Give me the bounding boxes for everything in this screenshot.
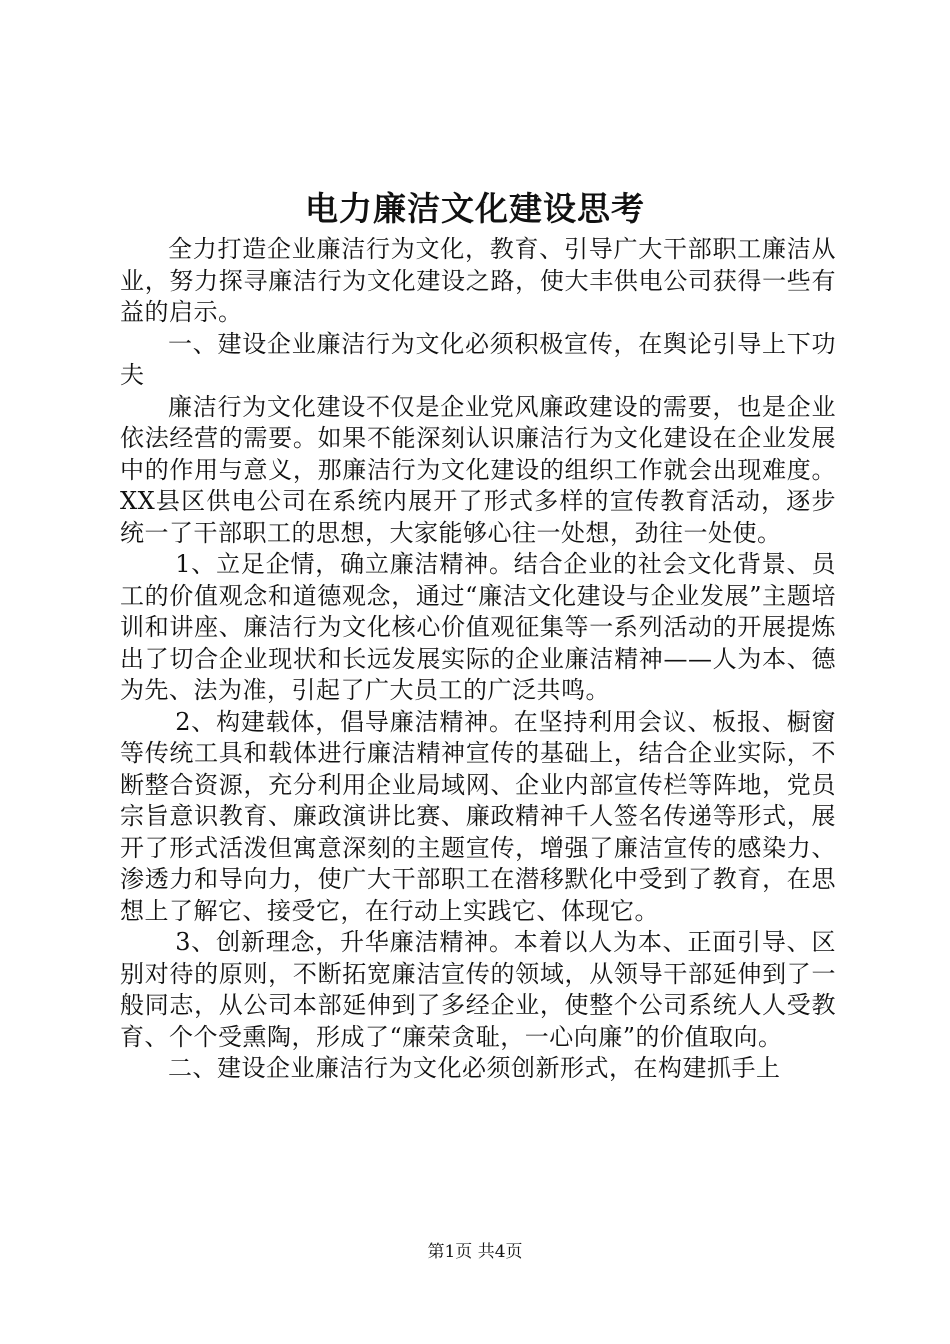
- paragraph-item-3: 3、创新理念，升华廉洁精神。本着以人为本、正面引导、区别对待的原则，不断拓宽廉洁宣传的领域，从领导干部延伸到了一般同志，从公司本部延伸到了多经企业，使整个公司系统人人受教育、个个受熏陶，形成了“廉荣贪耻，一心向廉”的价值取向。: [120, 928, 836, 1051]
- page-footer: 第1页 共4页: [427, 1242, 523, 1262]
- paragraph-item-2: 2、构建载体，倡导廉洁精神。在坚持利用会议、板报、橱窗等传统工具和载体进行廉洁精神宣传的基础上，结合企业实际，不断整合资源，充分利用企业局域网、企业内部宣传栏等阵地，党员宗旨意识教育、廉政演讲比赛、廉政精神千人签名传递等形式，展开了形式活泼但寓意深刻的主题宣传，增强了廉洁宣传的感染力、渗透力和导向力，使广大干部职工在潜移默化中受到了教育，在思想上了解它、接受它，在行动上实践它、体现它。: [120, 707, 836, 925]
- paragraph-item-1: 1、立足企情，确立廉洁精神。结合企业的社会文化背景、员工的价值观念和道德观念，通过“廉洁文化建设与企业发展”主题培训和讲座、廉洁行为文化核心价值观征集等一系列活动的开展提炼出了切合企业现状和长远发展实际的企业廉洁精神——人为本、德为先、法为准，引起了广大员工的广泛共鸣。: [120, 550, 836, 704]
- document-body: [120, 234, 836, 1085]
- paragraph-intro: 全力打造企业廉洁行为文化，教育、引导广大干部职工廉洁从业，努力探寻廉洁行为文化建设之路，使大丰供电公司获得一些有益的启示。: [120, 235, 836, 326]
- document-title: 电力廉洁文化建设思考: [305, 189, 645, 228]
- paragraph-section-1: 廉洁行为文化建设不仅是企业党风廉政建设的需要，也是企业依法经营的需要。如果不能深刻认识廉洁行为文化建设在企业发展中的作用与意义，那廉洁行为文化建设的组织工作就会出现难度。XX县区供电公司在系统内展开了形式多样的宣传教育活动，逐步统一了干部职工的思想，大家能够心往一处想，劲往一处使。: [120, 392, 836, 547]
- section-heading-1: 一、建设企业廉洁行为文化必须积极宣传，在舆论引导上下功夫: [120, 329, 836, 389]
- section-heading-2: 二、建设企业廉洁行为文化必须创新形式，在构建抓手上: [168, 1054, 781, 1082]
